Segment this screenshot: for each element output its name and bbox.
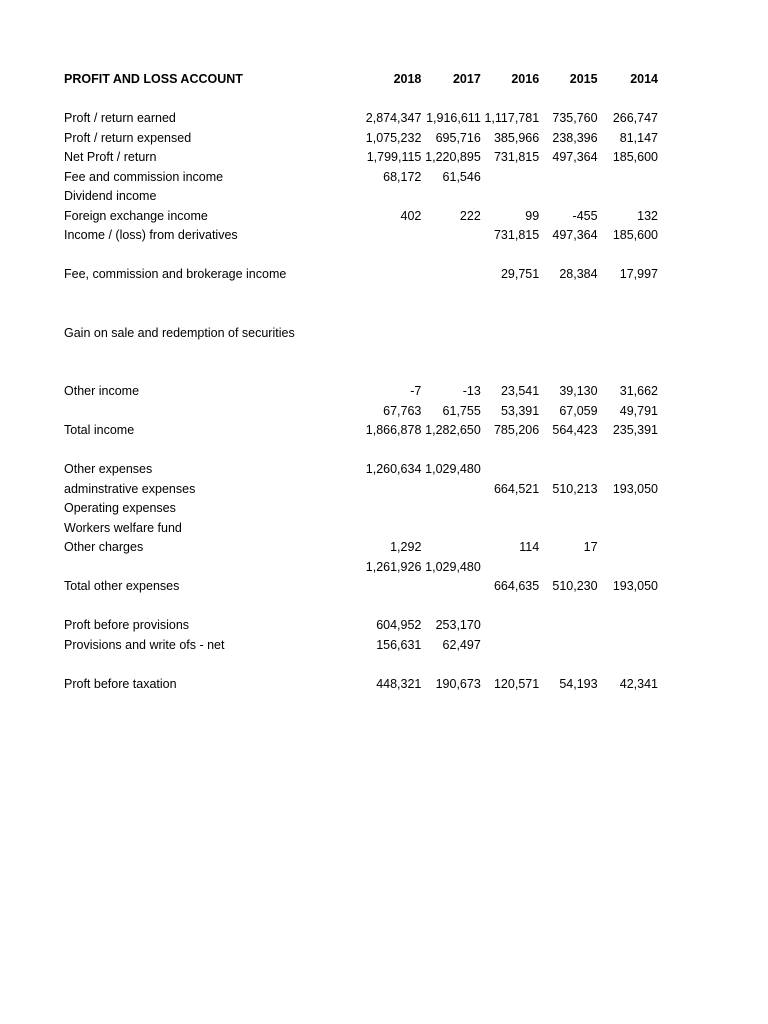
cell-2018: 448,321 xyxy=(376,676,422,691)
cell-2016: 731,815 xyxy=(493,150,540,164)
table-row-admin-expenses xyxy=(64,480,658,500)
cell-2017: 1,282,650 xyxy=(425,423,481,437)
cell-2016 xyxy=(481,187,539,207)
cell-2015 xyxy=(539,187,597,207)
spacer-row xyxy=(64,343,658,363)
cell-2017 xyxy=(421,187,480,207)
cell-2015 xyxy=(539,168,597,188)
cell-2016 xyxy=(481,168,539,188)
row-label: Operating expenses xyxy=(64,501,176,515)
cell-2017 xyxy=(421,226,480,246)
row-label: Total other expenses xyxy=(64,579,180,593)
cell-2014 xyxy=(598,616,658,636)
table-row-other-income xyxy=(64,382,658,402)
cell-2016 xyxy=(481,324,539,344)
cell-2014 xyxy=(598,168,658,188)
row-label: Proft / return earned xyxy=(64,111,176,125)
spacer-row xyxy=(64,363,658,383)
cell-2014 xyxy=(598,538,658,558)
cell-2014: 266,747 xyxy=(612,111,658,125)
cell-2017: 253,170 xyxy=(435,618,481,632)
cell-2014: 193,050 xyxy=(612,481,658,496)
row-label: Foreign exchange income xyxy=(64,208,208,223)
cell-2016: 785,206 xyxy=(493,423,540,437)
profit-loss-table xyxy=(64,70,658,694)
cell-2017 xyxy=(421,480,480,500)
table-row-other-income-subtotal xyxy=(64,402,658,422)
table-row-expenses-subtotal xyxy=(64,558,658,578)
cell-2015: 497,364 xyxy=(552,228,598,242)
cell-2018: 156,631 xyxy=(376,637,422,652)
cell-2015 xyxy=(539,519,597,539)
cell-2015: 54,193 xyxy=(559,676,598,691)
cell-2018: 604,952 xyxy=(376,618,422,632)
cell-2016: 23,541 xyxy=(500,384,540,398)
cell-2016: 731,815 xyxy=(493,228,540,242)
cell-2016: 664,521 xyxy=(493,481,540,496)
cell-2018 xyxy=(356,480,421,500)
cell-2018 xyxy=(356,499,421,519)
cell-2017: 190,673 xyxy=(435,676,481,691)
cell-2015: 67,059 xyxy=(559,403,598,418)
cell-2016: 120,571 xyxy=(493,676,540,691)
table-row-net-profit xyxy=(64,148,658,168)
table-row-profit-before-tax xyxy=(64,675,658,695)
cell-2017: 1,029,480 xyxy=(425,559,481,574)
cell-2018: 1,866,878 xyxy=(365,423,422,437)
spacer-row xyxy=(64,597,658,617)
cell-2014 xyxy=(598,187,658,207)
cell-2017: 222 xyxy=(459,208,481,223)
cell-2018: 1,075,232 xyxy=(365,130,422,145)
row-label: Other income xyxy=(64,384,140,398)
cell-2017 xyxy=(421,519,480,539)
cell-2018 xyxy=(356,226,421,246)
cell-2018: 68,172 xyxy=(383,169,422,184)
spacer-row xyxy=(64,441,658,461)
table-row-total-income xyxy=(64,421,658,441)
table-row-profit-expensed xyxy=(64,129,658,149)
row-label: Fee, commission and brokerage income xyxy=(64,267,287,281)
cell-2016: 385,966 xyxy=(493,130,540,145)
cell-2014: 42,341 xyxy=(619,676,658,691)
cell-2016: 664,635 xyxy=(493,579,540,593)
cell-2017: 61,755 xyxy=(442,403,481,418)
table-row-operating-expenses xyxy=(64,499,658,519)
year-header-2015: 2015 xyxy=(569,72,598,86)
cell-2017: 1,916,611 xyxy=(426,111,481,125)
cell-2017: 1,029,480 xyxy=(425,462,481,476)
cell-2014: 193,050 xyxy=(612,579,658,593)
cell-2015 xyxy=(539,324,597,344)
row-label: Gain on sale and redemption of securities xyxy=(64,325,295,340)
cell-2015: 497,364 xyxy=(552,150,598,164)
cell-2014: 81,147 xyxy=(619,130,658,145)
row-label: Total income xyxy=(64,423,135,437)
table-row-other-expenses xyxy=(64,460,658,480)
cell-2016: 53,391 xyxy=(500,403,540,418)
cell-2015 xyxy=(539,460,597,480)
row-label: Proft before provisions xyxy=(64,618,190,632)
cell-2016: 99 xyxy=(525,208,540,223)
row-label: adminstrative expenses xyxy=(64,481,196,496)
row-label: Other expenses xyxy=(64,462,153,476)
year-header-2016: 2016 xyxy=(511,72,540,86)
row-label: Other charges xyxy=(64,540,144,554)
cell-2016 xyxy=(481,636,539,656)
cell-2014: 132 xyxy=(637,208,658,223)
cell-2015: 510,213 xyxy=(552,481,598,496)
cell-2016 xyxy=(481,558,539,578)
cell-2014 xyxy=(598,519,658,539)
cell-2015: 28,384 xyxy=(559,267,598,281)
cell-2017 xyxy=(421,324,480,344)
cell-2015: 510,230 xyxy=(552,579,598,593)
row-label: Proft before taxation xyxy=(64,676,177,691)
cell-2014 xyxy=(598,460,658,480)
row-label: Net Proft / return xyxy=(64,150,157,164)
cell-2017: -13 xyxy=(462,384,481,398)
cell-2014: 235,391 xyxy=(612,423,658,437)
cell-2018: 1,261,926 xyxy=(365,559,422,574)
row-label: Provisions and write ofs - net xyxy=(64,637,225,652)
table-row-provisions xyxy=(64,636,658,656)
cell-2018: 1,292 xyxy=(390,540,422,554)
cell-2018 xyxy=(356,324,421,344)
row-label: Fee and commission income xyxy=(64,169,224,184)
cell-2014: 185,600 xyxy=(612,228,658,242)
row-label: Workers welfare fund xyxy=(64,520,182,535)
cell-2018 xyxy=(356,187,421,207)
cell-2015: 735,760 xyxy=(552,111,598,125)
cell-2017: 61,546 xyxy=(442,169,481,184)
cell-2015 xyxy=(539,616,597,636)
cell-2016 xyxy=(481,460,539,480)
cell-2014: 17,997 xyxy=(619,267,658,281)
cell-2015: -455 xyxy=(572,208,598,223)
cell-2017 xyxy=(421,577,480,597)
cell-2016: 1,117,781 xyxy=(484,111,540,125)
cell-2015: 17 xyxy=(583,540,598,554)
cell-2018: 402 xyxy=(400,208,422,223)
cell-2015: 39,130 xyxy=(559,384,598,398)
table-row-fee-commission xyxy=(64,168,658,188)
table-row-fx-income xyxy=(64,207,658,227)
cell-2014: 49,791 xyxy=(619,403,658,418)
cell-2016: 114 xyxy=(519,540,540,554)
cell-2016: 29,751 xyxy=(500,267,540,281)
cell-2015 xyxy=(539,499,597,519)
row-label xyxy=(64,558,356,578)
table-title: PROFIT AND LOSS ACCOUNT xyxy=(64,72,243,86)
cell-2017 xyxy=(421,499,480,519)
cell-2018: 2,874,347 xyxy=(365,111,422,125)
cell-2014: 31,662 xyxy=(619,384,658,398)
cell-2014: 185,600 xyxy=(612,150,658,164)
year-header-2014: 2014 xyxy=(630,72,658,86)
row-label: Proft / return expensed xyxy=(64,130,192,145)
cell-2016 xyxy=(481,499,539,519)
spacer-row xyxy=(64,304,658,324)
cell-2018 xyxy=(356,265,421,285)
cell-2016 xyxy=(481,616,539,636)
table-row-workers-welfare xyxy=(64,519,658,539)
year-header-2018: 2018 xyxy=(393,72,422,86)
cell-2017 xyxy=(421,538,480,558)
table-row-profit-earned xyxy=(64,109,658,129)
cell-2014 xyxy=(598,499,658,519)
row-label: Dividend income xyxy=(64,189,157,203)
table-row-total-other-expenses xyxy=(64,577,658,597)
table-row-profit-before-provisions xyxy=(64,616,658,636)
cell-2017 xyxy=(421,265,480,285)
table-row-dividend xyxy=(64,187,658,207)
table-row-gain-sale xyxy=(64,324,658,344)
cell-2017: 695,716 xyxy=(435,130,481,145)
table-row-fee-brokerage xyxy=(64,265,658,285)
cell-2017: 1,220,895 xyxy=(425,150,481,164)
cell-2015: 564,423 xyxy=(552,423,598,437)
spacer-row xyxy=(64,655,658,675)
cell-2018 xyxy=(356,577,421,597)
year-header-2017: 2017 xyxy=(452,72,481,86)
cell-2015: 238,396 xyxy=(552,130,598,145)
cell-2014 xyxy=(598,558,658,578)
spacer-row xyxy=(64,90,658,110)
row-label xyxy=(64,402,356,422)
cell-2014 xyxy=(598,324,658,344)
cell-2018: 67,763 xyxy=(383,403,422,418)
header-row xyxy=(64,70,658,90)
cell-2017: 62,497 xyxy=(442,637,481,652)
table-row-derivatives xyxy=(64,226,658,246)
cell-2015 xyxy=(539,636,597,656)
spacer-row xyxy=(64,285,658,305)
cell-2014 xyxy=(598,636,658,656)
cell-2018: 1,260,634 xyxy=(365,462,422,476)
cell-2018: -7 xyxy=(410,384,422,398)
cell-2015 xyxy=(539,558,597,578)
row-label: Income / (loss) from derivatives xyxy=(64,228,238,242)
cell-2016 xyxy=(481,519,539,539)
spacer-row xyxy=(64,246,658,266)
table-row-other-charges xyxy=(64,538,658,558)
cell-2018 xyxy=(356,519,421,539)
cell-2018: 1,799,115 xyxy=(366,150,422,164)
